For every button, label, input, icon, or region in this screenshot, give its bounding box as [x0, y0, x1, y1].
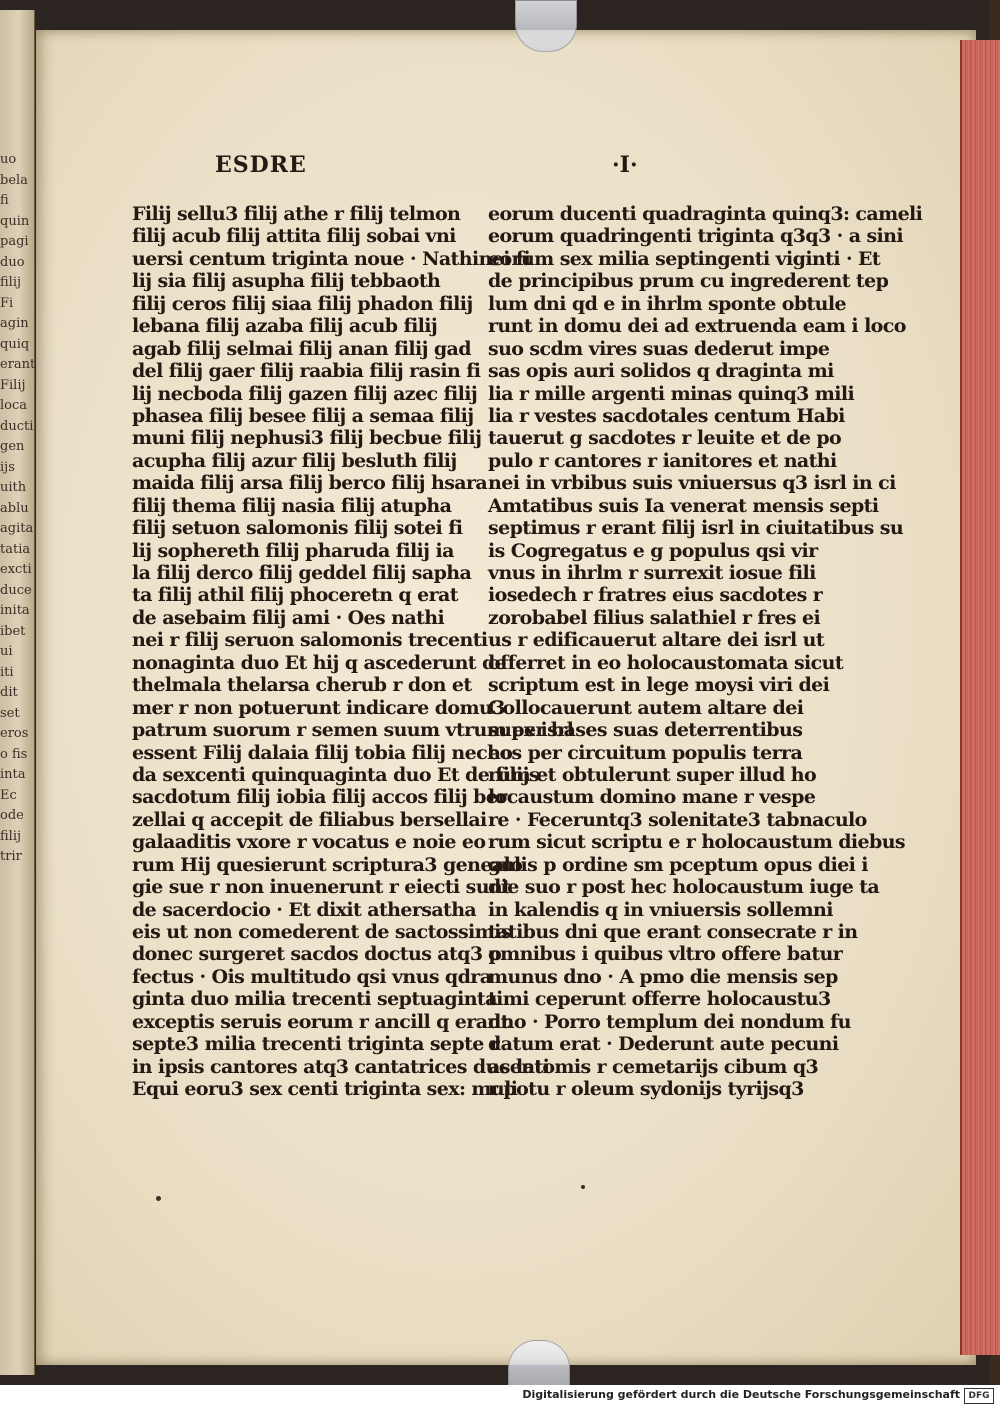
- margin-fragment: pagi: [0, 234, 29, 249]
- text-line: septe3 milia trecenti triginta septe r: [132, 1033, 500, 1056]
- text-line: tauerut g sacdotes r leuite et de po: [488, 427, 842, 450]
- text-line: sas opis auri solidos q draginta mi: [488, 360, 834, 383]
- text-line: gulis p ordine sm pceptum opus diei i: [488, 853, 868, 876]
- text-line: us r edificauerut altare dei isrl ut: [488, 629, 825, 652]
- funding-credit: Digitalisierung gefördert durch die Deutsche Forschungsgemeinschaft: [522, 1388, 960, 1401]
- dfg-logo: DFG: [964, 1388, 994, 1404]
- text-line: filij thema filij nasia filij atupha: [132, 494, 452, 517]
- margin-fragment: uo: [0, 152, 17, 167]
- text-line: eis ut non comederent de sactossimis: [132, 921, 511, 943]
- text-line: eorum sex milia septingenti viginti · Et: [488, 247, 881, 270]
- text-line: del filij gaer filij raabia filij rasin fi: [132, 360, 481, 383]
- text-line: scriptum est in lege moysi viri dei: [488, 674, 830, 697]
- text-line: Filij sellu3 filij athe r filij telmon: [132, 203, 461, 225]
- margin-fragment: erant: [0, 357, 36, 372]
- text-line: donec surgeret sacdos doctus atq3 p: [132, 943, 502, 966]
- text-line: gie sue r non inuenerunt r eiecti sunt: [132, 876, 511, 899]
- text-line: sacdotum filij iobia filij accos filij ber: [132, 786, 507, 809]
- folio-number: ·I·: [612, 152, 638, 178]
- ink-speck: [581, 1185, 585, 1189]
- text-line: dno · Porro templum dei nondum fu: [488, 1010, 851, 1033]
- text-line: rum et obtulerunt super illud ho: [488, 763, 817, 786]
- text-line: iosedech r fratres eius sacdotes r: [488, 584, 823, 607]
- facing-page-text: [0, 150, 36, 868]
- text-line: essent Filij dalaia filij tobia filij necho: [132, 741, 513, 764]
- margin-fragment: duce: [0, 582, 32, 598]
- margin-fragment: tatia: [0, 541, 31, 557]
- margin-fragment: quin: [0, 213, 30, 229]
- text-line: locaustum domino mane r vespe: [488, 786, 816, 809]
- margin-fragment: ui: [0, 644, 13, 659]
- text-line: die suo r post hec holocaustum iuge ta: [488, 876, 880, 899]
- text-line: zellai q accepit de filiabus bersellai: [132, 808, 487, 831]
- margin-fragment: inta: [0, 767, 26, 782]
- footer-bar: [0, 1385, 1000, 1405]
- text-line: lia r vestes sacdotales centum Habi: [488, 404, 845, 427]
- text-line: filij setuon salomonis filij sotei fi: [132, 517, 463, 540]
- text-line: eorum ducenti quadraginta quinq3: cameli: [488, 203, 923, 225]
- text-line: in ipsis cantores atq3 cantatrices ducenti: [132, 1055, 550, 1078]
- text-line: suo scdm vires suas dederut impe: [488, 337, 830, 360]
- text-column-right: [488, 203, 923, 1101]
- margin-fragment: quiq: [0, 336, 30, 352]
- text-line: acupha filij azur filij besluth filij: [132, 449, 457, 472]
- text-line: tatibus dni que erant consecrate r in: [488, 921, 858, 943]
- text-line: patrum suorum r semen suum vtrum ex isrl: [132, 719, 574, 742]
- margin-fragment: ode: [0, 808, 24, 823]
- text-line: de principibus prum cu ingrederent tep: [488, 270, 889, 293]
- text-line: Amtatibus suis Ia venerat mensis septi: [488, 494, 879, 517]
- text-line: la filij derco filij geddel filij sapha: [132, 562, 472, 584]
- text-line: r potu r oleum sydonijs tyrijsq3: [488, 1078, 804, 1101]
- margin-fragment: inita: [0, 603, 30, 618]
- text-line: thelmala thelarsa cherub r don et: [132, 674, 472, 697]
- margin-fragment: filij: [0, 275, 22, 290]
- text-line: lebana filij azaba filij acub filij: [132, 315, 438, 338]
- margin-fragment: duo: [0, 254, 25, 270]
- text-line: filij ceros filij siaa filij phadon filij: [132, 292, 473, 315]
- margin-fragment: Ec: [0, 787, 17, 803]
- text-column-left: [132, 203, 574, 1101]
- margin-fragment: excti: [0, 562, 32, 577]
- text-line: lij sophereth filij pharuda filij ia: [132, 539, 454, 562]
- text-line: mer r non potuerunt indicare domu3: [132, 696, 505, 719]
- text-line: offerret in eo holocaustomata sicut: [488, 651, 844, 674]
- margin-fragment: iti: [0, 664, 14, 680]
- text-line: de asebaim filij ami · Oes nathi: [132, 606, 445, 629]
- text-line: eos per circuitum populis terra: [488, 741, 803, 764]
- margin-fragment: ijs: [0, 459, 15, 475]
- margin-fragment: fi: [0, 193, 9, 208]
- text-line: uersi centum triginta noue · Nathinei fi: [132, 247, 531, 270]
- text-line: datum erat · Dederunt aute pecuni: [488, 1033, 839, 1056]
- margin-fragment: ibet: [0, 623, 26, 639]
- text-line: nonaginta duo Et hij q ascederunt de: [132, 651, 507, 674]
- text-line: galaaditis vxore r vocatus e noie eo: [132, 831, 486, 854]
- margin-fragment: loca: [0, 398, 28, 413]
- margin-fragment: set: [0, 705, 20, 721]
- margin-fragment: bela: [0, 172, 28, 188]
- text-line: filij acub filij attita filij sobai vni: [132, 225, 456, 248]
- text-line: agab filij selmai filij anan filij gad: [132, 337, 471, 360]
- margin-fragment: ducti: [0, 418, 34, 434]
- text-line: rum Hij quesierunt scriptura3 genealo: [132, 853, 523, 876]
- text-line: maida filij arsa filij berco filij hsara: [132, 472, 488, 495]
- text-line: rum sicut scriptu e r holocaustum diebus: [488, 831, 906, 854]
- text-line: Equi eoru3 sex centi triginta sex: muli: [132, 1078, 518, 1101]
- text-line: Collocauerunt autem altare dei: [488, 696, 804, 719]
- margin-fragment: Fi: [0, 295, 14, 311]
- text-line: as latomis r cemetarijs cibum q3: [488, 1055, 819, 1078]
- margin-fragment: gen: [0, 439, 25, 454]
- text-line: de sacerdocio · Et dixit athersatha: [132, 898, 477, 921]
- text-line: nei r filij seruon salomonis trecenti: [132, 629, 488, 652]
- text-line: pulo r cantores r ianitores et nathi: [488, 449, 837, 472]
- text-line: lij sia filij asupha filij tebbaoth: [132, 270, 441, 293]
- top-clip: [515, 0, 577, 52]
- margin-fragment: filij: [0, 828, 22, 844]
- text-line: in kalendis q in vniuersis sollemni: [488, 898, 833, 921]
- text-line: munus dno · A pmo die mensis sep: [488, 965, 838, 988]
- running-head: ESDRE: [215, 152, 307, 178]
- margin-fragment: eros: [0, 726, 29, 741]
- text-line: re · Feceruntq3 solenitate3 tabnaculo: [488, 808, 867, 831]
- margin-fragment: agita: [0, 521, 34, 536]
- margin-fragment: trir: [0, 849, 22, 864]
- text-line: nei in vrbibus suis vniuersus q3 isrl in ci: [488, 472, 896, 495]
- text-line: runt in domu dei ad extruenda eam i loco: [488, 315, 906, 338]
- text-line: ta filij athil filij phoceretn q erat: [132, 584, 458, 607]
- margin-fragment: dit: [0, 685, 18, 700]
- text-line: da sexcenti quinquaginta duo Et de filijs: [132, 763, 540, 786]
- text-line: zorobabel filius salathiel r fres ei: [488, 606, 821, 629]
- margin-fragment: ablu: [0, 500, 29, 516]
- margin-fragment: agin: [0, 316, 29, 331]
- text-line: lia r mille argenti minas quinq3 mili: [488, 382, 855, 405]
- text-line: fectus · Ois multitudo qsi vnus qdra: [132, 965, 492, 988]
- text-line: exceptis seruis eorum r ancill q erant: [132, 1010, 509, 1033]
- text-line: super bases suas deterrentibus: [488, 719, 803, 742]
- text-line: septimus r erant filij isrl in ciuitatibus su: [488, 517, 904, 540]
- bottom-clip: [508, 1340, 570, 1390]
- facing-page-edge: [0, 10, 35, 1375]
- text-line: phasea filij besee filij a semaa filij: [132, 404, 474, 427]
- text-line: lum dni qd e in ihrlm sponte obtule: [488, 292, 846, 315]
- margin-fragment: Filij: [0, 377, 26, 393]
- text-line: muni filij nephusi3 filij becbue filij: [132, 427, 482, 450]
- text-line: omnibus i quibus vltro offere batur: [488, 943, 843, 966]
- text-line: lij necboda filij gazen filij azec filij: [132, 382, 478, 405]
- text-line: ginta duo milia trecenti septuaginta: [132, 988, 497, 1011]
- ink-speck: [156, 1196, 161, 1201]
- margin-fragment: uith: [0, 480, 27, 495]
- text-line: eorum quadringenti triginta q3q3 · a sini: [488, 225, 903, 248]
- text-line: vnus in ihrlm r surrexit iosue fili: [488, 562, 816, 584]
- margin-fragment: o fis: [0, 746, 28, 762]
- text-line: timi ceperunt offerre holocaustu3: [488, 988, 831, 1011]
- page-stack-edges: [960, 40, 1000, 1355]
- text-line: is Cogregatus e g populus qsi vir: [488, 539, 818, 562]
